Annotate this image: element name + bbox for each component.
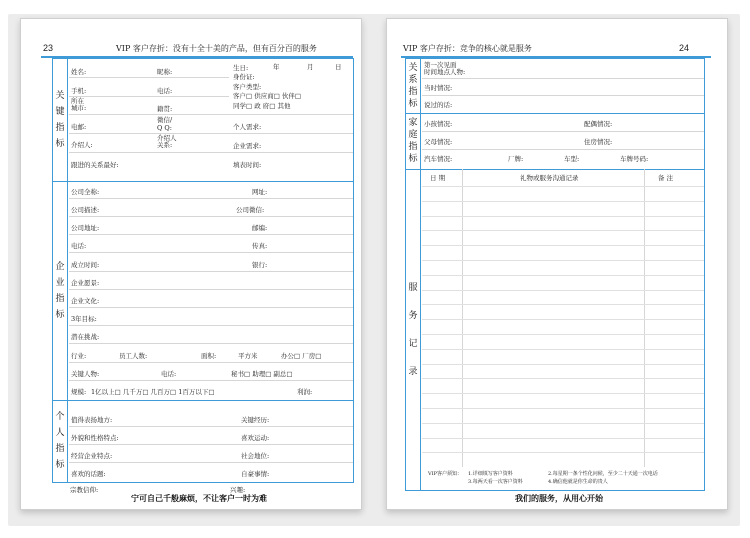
month-label: 月 — [307, 63, 314, 71]
introducer-relation-label-1: 介绍人 — [157, 134, 177, 142]
row-divider — [69, 133, 353, 134]
col-note-header: 备 注 — [658, 174, 674, 182]
best-relation-label: 跟进的关系最好: — [71, 161, 119, 169]
company-desc-label: 公司描述: — [71, 206, 100, 214]
note-2: 2.每星期一条个性化问候，至少二十天通一次电话 — [548, 471, 658, 477]
fill-time-label: 填表时间: — [233, 161, 262, 169]
service-record-row-line — [422, 201, 704, 202]
right-header-title: VIP 客户存折：竞争的核心就是服务 — [403, 44, 532, 53]
row-divider — [69, 362, 353, 363]
row-divider — [69, 307, 353, 308]
parents-label: 父母情况: — [424, 138, 453, 146]
right-form — [405, 58, 705, 491]
service-record-row-line — [422, 290, 704, 291]
row-divider — [422, 131, 704, 132]
row-divider — [69, 325, 353, 326]
note-3: 3.每两天看一次客户资料 — [468, 479, 523, 485]
left-page — [20, 18, 362, 510]
note-4: 4.确信他就是你生命的贵人 — [548, 479, 608, 485]
mobile-label: 手机: — [71, 87, 87, 95]
zip-label: 邮编: — [252, 224, 268, 232]
profit-label: 利润: — [297, 388, 313, 396]
notes-label: VIP客户须知： — [428, 471, 462, 477]
email-label: 电邮: — [71, 123, 87, 131]
note-1: 1.详细填写客户资料 — [468, 471, 513, 477]
hobbies-label: 兴趣: — [230, 486, 246, 494]
service-record-row-line — [422, 378, 704, 379]
service-record-row-line — [422, 408, 704, 409]
housing-label: 住房情况: — [584, 138, 613, 146]
personality-label: 外貌和性格特点: — [71, 434, 119, 442]
year-label: 年 — [273, 63, 280, 71]
row-divider — [69, 426, 353, 427]
introducer-relation-label-2: 关系: — [157, 141, 173, 149]
row-divider — [69, 462, 353, 463]
service-record-row-line — [422, 304, 704, 305]
three-year-goal-label: 3年目标: — [71, 315, 97, 323]
industry-label: 行业: — [71, 352, 87, 360]
service-record-row-line — [422, 260, 704, 261]
key-experience-label: 关键经历: — [241, 416, 270, 424]
introducer-label: 介绍人: — [71, 141, 93, 149]
location-label-1: 所在 — [71, 97, 84, 105]
right-page-number: 24 — [679, 43, 690, 53]
service-record-row-line — [422, 452, 704, 453]
proud-things-label: 自豪事情: — [241, 470, 270, 478]
row-divider — [69, 216, 353, 217]
car-model-label: 车型: — [564, 155, 580, 163]
first-meet-label-1: 第一次见面 — [424, 61, 457, 69]
row-divider — [69, 252, 353, 253]
service-record-title: 服 务 记 录 — [406, 169, 421, 490]
personal-indicators-section — [53, 400, 353, 482]
assistant-options[interactable]: 秘书□ 助理□ 副总□ — [231, 370, 293, 378]
vision-label: 企业愿景: — [71, 279, 100, 287]
said-label: 说过的话: — [424, 101, 453, 109]
col-record-header: 礼物或服务沟通记录 — [520, 174, 579, 182]
company-needs-label: 企业需求: — [233, 142, 262, 150]
customer-type-label: 客户类型: — [233, 83, 262, 91]
col-date-header: 日 期 — [430, 174, 446, 182]
service-record-row-line — [422, 438, 704, 439]
office-factory-options[interactable]: 办公□ 厂房□ — [281, 352, 322, 360]
key-indicators-section — [53, 59, 353, 182]
service-record-row-line — [422, 216, 704, 217]
service-record-row-line — [422, 423, 704, 424]
enterprise-indicators-section — [53, 181, 353, 401]
religion-label: 宗教信仰: — [70, 486, 99, 494]
praise-label: 值得表扬地方: — [71, 416, 113, 424]
wechat-label: 微信/ — [157, 116, 173, 124]
key-indicators-title: 关 键 指 标 — [53, 59, 68, 181]
qq-label: Q Q: — [157, 124, 172, 132]
personal-indicators-title: 个 人 指 标 — [53, 400, 68, 482]
row-divider — [69, 234, 353, 235]
row-divider — [69, 96, 229, 97]
phone-label: 电话: — [157, 87, 173, 95]
native-place-label: 籍贯: — [157, 105, 173, 113]
location-label-2: 城市: — [71, 104, 87, 112]
left-form — [52, 58, 354, 483]
employees-label: 员工人数: — [119, 352, 148, 360]
founded-label: 成立时间: — [71, 261, 100, 269]
challenge-label: 潜在挑战: — [71, 333, 100, 341]
row-divider — [69, 343, 353, 344]
car-brand-label: 厂牌: — [508, 155, 524, 163]
personal-needs-label: 个人需求: — [233, 123, 262, 131]
right-footer: 我们的服务，从用心开始 — [515, 494, 603, 503]
day-label: 日 — [335, 63, 342, 71]
relation-indicators-section — [406, 59, 704, 114]
left-footer: 宁可自己千般麻烦，不让客户一时为难 — [131, 494, 267, 503]
row-divider — [69, 77, 229, 78]
family-indicators-section — [406, 113, 704, 170]
key-person-label: 关键人物: — [71, 370, 100, 378]
row-divider — [69, 271, 353, 272]
service-record-row-line — [422, 349, 704, 350]
first-meet-label-2: 时间地点人物: — [424, 68, 466, 76]
family-indicators-title: 家 庭 指 标 — [406, 113, 421, 169]
car-plate-label: 车牌号码: — [620, 155, 649, 163]
company-wechat-label: 公司微信: — [236, 206, 265, 214]
company-name-label: 公司全称: — [71, 188, 100, 196]
sqm-label: 平方米 — [238, 352, 258, 360]
row-divider — [69, 114, 353, 115]
service-record-section — [406, 169, 704, 490]
service-record-row-line — [422, 230, 704, 231]
service-record-row-line — [422, 186, 704, 187]
row-divider — [69, 289, 353, 290]
culture-label: 企业文化: — [71, 297, 100, 305]
service-record-row-line — [422, 275, 704, 276]
left-page-number: 23 — [43, 43, 54, 53]
favorite-sport-label: 喜欢运动: — [241, 434, 270, 442]
service-record-row-line — [422, 319, 704, 320]
row-divider — [69, 380, 353, 381]
row-divider — [69, 198, 353, 199]
tel-label: 电话: — [71, 242, 87, 250]
row-divider — [69, 444, 353, 445]
name-label: 姓名: — [71, 68, 87, 76]
id-card-label: 身份证: — [233, 73, 255, 81]
row-divider — [422, 95, 704, 96]
relation-indicators-title: 关 系 指 标 — [406, 59, 421, 113]
service-record-row-line — [422, 393, 704, 394]
row-divider — [422, 78, 704, 79]
website-label: 网址: — [252, 188, 268, 196]
car-label: 汽车情况: — [424, 155, 453, 163]
social-status-label: 社会地位: — [241, 452, 270, 460]
scale-options[interactable]: 1亿以上□ 几千万□ 几百万□ 1百万以下□ — [91, 388, 215, 396]
relation-options[interactable]: 同学□ 政 府□ 其他 — [233, 102, 291, 110]
bank-label: 银行: — [252, 261, 268, 269]
situation-label: 当时情况: — [424, 84, 453, 92]
service-record-row-line — [422, 245, 704, 246]
row-divider — [69, 152, 353, 153]
row-divider — [422, 149, 704, 150]
favorite-topics-label: 喜欢的话题: — [71, 470, 106, 478]
area-label: 面积: — [201, 352, 217, 360]
children-label: 小孩情况: — [424, 120, 453, 128]
customer-type-options[interactable]: 客户□ 供应商□ 伙伴□ — [233, 92, 302, 100]
service-record-row-line — [422, 364, 704, 365]
left-header-title: VIP 客户存折：没有十全十美的产品，但有百分百的服务 — [116, 44, 317, 53]
spouse-label: 配偶情况: — [584, 120, 613, 128]
business-traits-label: 经营企业特点: — [71, 452, 113, 460]
fax-label: 传真: — [252, 242, 268, 250]
right-page — [386, 18, 728, 510]
key-person-phone-label: 电话: — [161, 370, 177, 378]
service-record-row-line — [422, 334, 704, 335]
scale-label: 规模: — [71, 388, 87, 396]
company-address-label: 公司地址: — [71, 224, 100, 232]
enterprise-indicators-title: 企 业 指 标 — [53, 181, 68, 400]
birthday-label: 生日: — [233, 64, 249, 72]
nickname-label: 昵称: — [157, 68, 173, 76]
